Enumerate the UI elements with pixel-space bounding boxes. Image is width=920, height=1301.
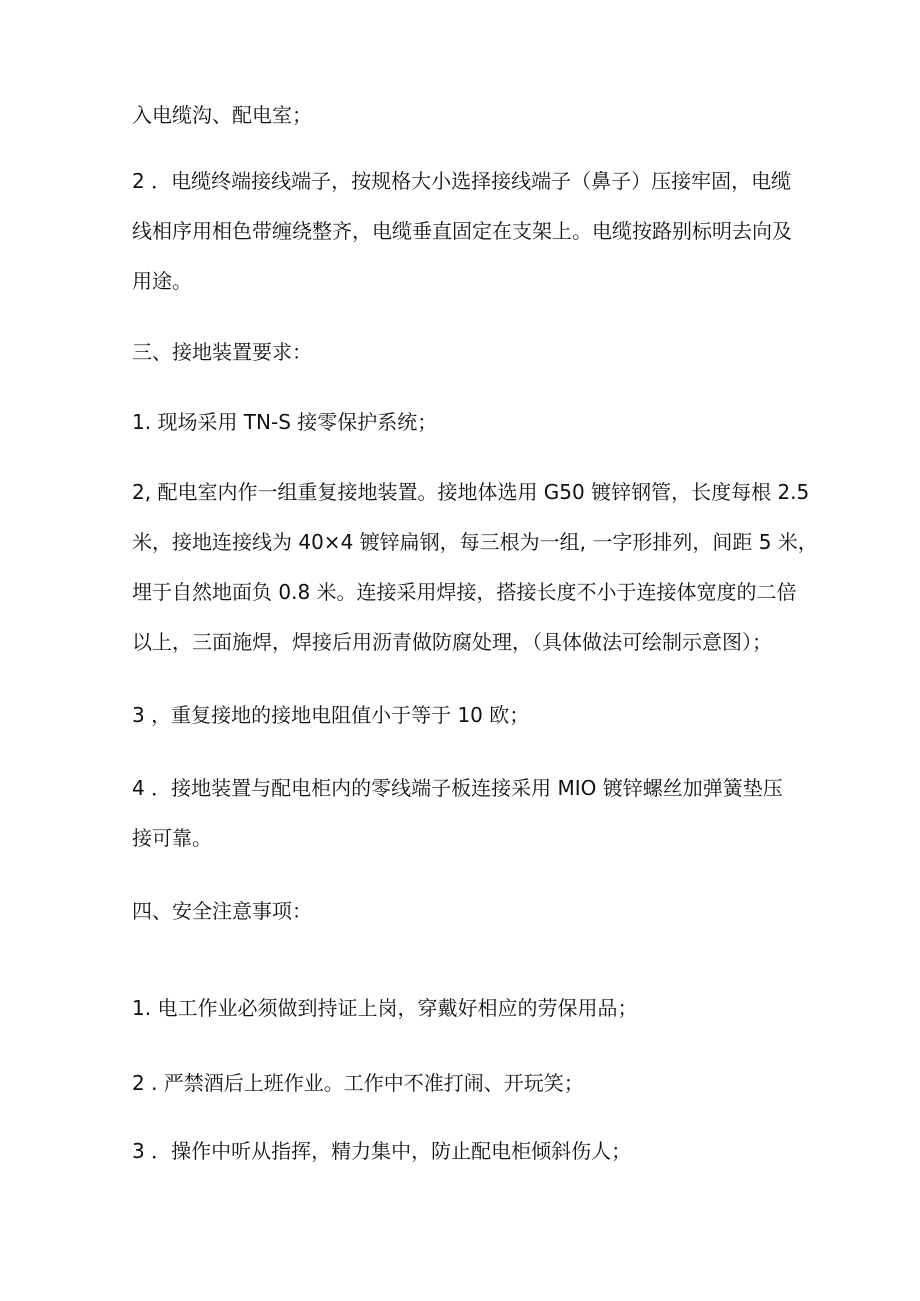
paragraph-resistance [132,690,812,740]
text-line: 1. 现场采用 TN-S 接零保护系统； [132,410,438,434]
paragraph-no-alcohol [132,1058,812,1108]
text-line: 四、安全注意事项： [132,899,312,923]
text-line: 2 . 严禁酒后上班作业。工作中不准打闹、开玩笑； [132,1071,584,1095]
text-line: 接可靠。 [132,826,212,850]
paragraph-certified-work [132,983,812,1033]
paragraph-repeat-grounding [132,467,818,667]
text-line: 埋于自然地面负 0.8 米。连接采用焊接，搭接长度不小于连接体宽度的二倍 [132,580,797,604]
paragraph-cable-terminal [132,156,812,306]
text-line: 三、接地装置要求： [132,340,312,364]
text-line: 以上，三面施焊，焊接后用沥青做防腐处理，（具体做法可绘制示意图）； [132,630,772,654]
text-line: 米，接地连接线为 40×4 镀锌扁钢，每三根为一组, 一字形排列，间距 5 米， [132,530,818,554]
text-line: 入电缆沟、配电室； [132,103,312,127]
section-heading-safety [132,886,812,936]
text-line: 4 ．接地装置与配电柜内的零线端子板连接采用 MIO 镀锌螺丝加弹簧垫压 [132,776,783,800]
text-line: 用途。 [132,269,192,293]
text-line: 2 ．电缆终端接线端子，按规格大小选择接线端子（鼻子）压接牢固，电缆 [132,169,792,193]
text-line: 3 ，重复接地的接地电阻值小于等于 10 欧； [132,703,530,727]
section-heading-grounding [132,327,812,377]
text-line: 3 ．操作中听从指挥，精力集中，防止配电柜倾斜伤人； [132,1139,632,1163]
text-line: 2, 配电室内作一组重复接地装置。接地体选用 G50 镀锌钢管，长度每根 2.5 [132,480,810,504]
paragraph-tn-s-system [132,397,812,447]
text-line: 线相序用相色带缠绕整齐，电缆垂直固定在支架上。电缆按路别标明去向及 [132,219,792,243]
paragraph-cable-trench [132,90,812,140]
paragraph-follow-command [132,1126,812,1176]
text-line: 1. 电工作业必须做到持证上岗，穿戴好相应的劳保用品； [132,996,638,1020]
paragraph-neutral-terminal [132,763,812,863]
